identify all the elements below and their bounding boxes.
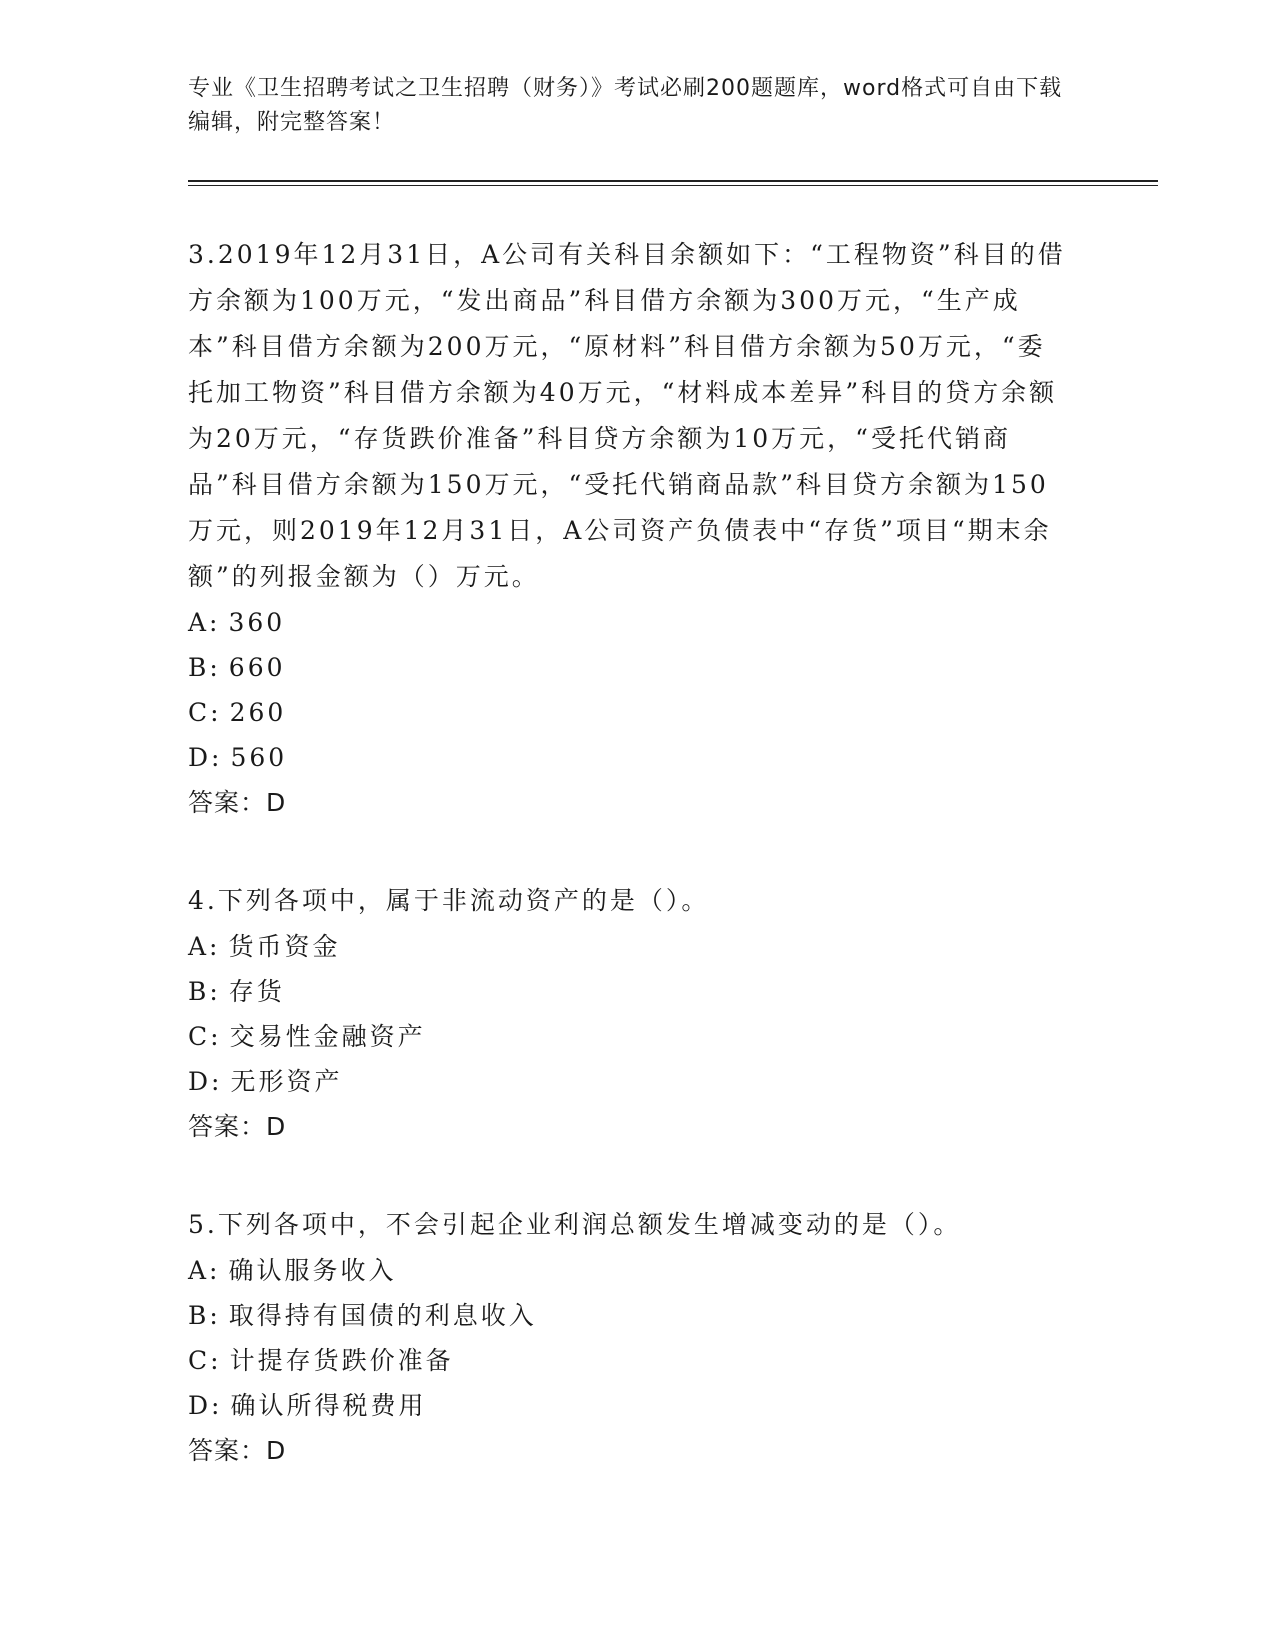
option-letter: A: [188, 1256, 221, 1285]
question-spacer [188, 826, 1068, 878]
answer-line: 答案：D [188, 1436, 287, 1465]
option-text: 260 [229, 698, 287, 727]
option-text: 货币资金 [228, 932, 341, 961]
option-a [188, 600, 1068, 645]
question-3 [188, 232, 1068, 826]
question-spacer [188, 1150, 1068, 1202]
option-c [188, 690, 1068, 735]
option-b [188, 969, 1068, 1014]
option-text: 交易性金融资产 [229, 1022, 426, 1051]
option-text: 660 [228, 653, 286, 682]
option-d [188, 1059, 1068, 1104]
option-letter: C: [188, 1346, 222, 1375]
question-stem: 4.下列各项中，属于非流动资产的是（）。 [188, 886, 710, 915]
option-a [188, 1248, 1068, 1293]
option-letter: D: [188, 743, 223, 772]
option-letter: A: [188, 608, 221, 637]
option-text: 存货 [228, 977, 285, 1006]
question-stem: 3.2019年12月31日，A公司有关科目余额如下：“工程物资”科目的借方余额为100万元，“发出商品”科目借方余额为300万元，“生产成本”科目借方余额为200万元，“原材料”科目借方余额为50万元，“委托加工物资”科目借方余额为40万元，“材料成本差异”科目的贷方余额为20万元，“存货跌价准备”科目贷方余额为10万元，“受托代销商品”科目借方余额为150万元，“受托代销商品款”科目贷方余额为150万元，则2019年12月31日，A公司资产负债表中“存货”项目“期末余额”的列报金额为（）万元。 [188, 240, 1066, 591]
option-text: 计提存货跌价准备 [229, 1346, 454, 1375]
option-letter: D: [188, 1067, 223, 1096]
option-d [188, 1383, 1068, 1428]
option-text: 无形资产 [230, 1067, 343, 1096]
option-b [188, 1293, 1068, 1338]
option-letter: A: [188, 932, 221, 961]
header-divider-thin [188, 185, 1158, 186]
answer-line: 答案：D [188, 788, 287, 817]
question-5 [188, 1202, 1068, 1474]
question-4 [188, 878, 1068, 1150]
option-letter: C: [188, 1022, 222, 1051]
question-list [188, 232, 1068, 1474]
option-letter: D: [188, 1391, 223, 1420]
option-letter: B: [188, 1301, 221, 1330]
option-text: 确认所得税费用 [230, 1391, 427, 1420]
option-text: 取得持有国债的利息收入 [228, 1301, 537, 1330]
document-header: 专业《卫生招聘考试之卫生招聘（财务）》考试必刷200题题库，word格式可自由下载编辑，附完整答案！ [188, 76, 1063, 135]
answer-line: 答案：D [188, 1112, 287, 1141]
option-letter: B: [188, 977, 221, 1006]
option-letter: B: [188, 653, 221, 682]
option-letter: C: [188, 698, 222, 727]
option-text: 560 [230, 743, 288, 772]
option-c [188, 1338, 1068, 1383]
option-b [188, 645, 1068, 690]
option-text: 360 [228, 608, 286, 637]
option-d [188, 735, 1068, 780]
header-divider [188, 180, 1158, 182]
option-a [188, 924, 1068, 969]
option-text: 确认服务收入 [228, 1256, 397, 1285]
question-stem: 5.下列各项中，不会引起企业利润总额发生增减变动的是（）。 [188, 1210, 962, 1239]
option-c [188, 1014, 1068, 1059]
